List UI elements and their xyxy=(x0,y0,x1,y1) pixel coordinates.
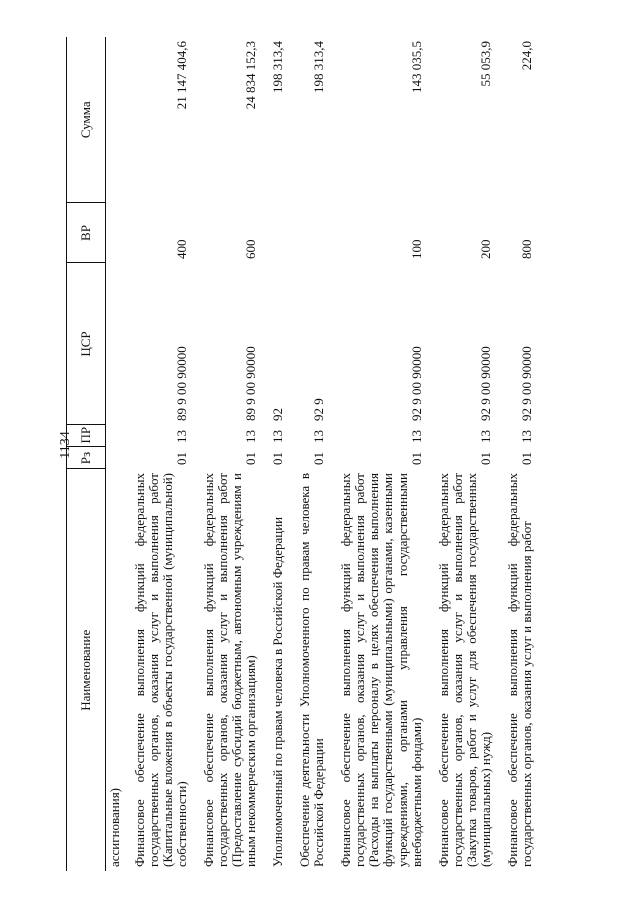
row-vr: 100 xyxy=(408,239,424,259)
row-rz: 01 xyxy=(243,452,259,465)
row-rz: 01 xyxy=(311,452,327,465)
row-rz: 01 xyxy=(174,452,190,465)
row-name: Финансовое обеспечение выполнения функций федеральных государственных органов, оказания услуг и выполнения работ (Закупка товаров, работ и услуг для обеспечения государственных (муниципальных) нужд) xyxy=(435,473,493,867)
row-name: Финансовое обеспечение выполнения функций федеральных государственных органов, оказания услуг и выполнения работ xyxy=(504,473,534,867)
row-name: Финансовое обеспечение выполнения функций федеральных государственных органов, оказания услуг и выполнения работ (Предоставление субсидий бюджетным, автономным учреждениям и иным некоммерческим организациям) xyxy=(201,473,259,867)
row-csr: 92 9 00 90000 xyxy=(518,346,534,421)
row-vr: 600 xyxy=(243,239,259,259)
row-pr: 13 xyxy=(477,430,493,443)
table-row xyxy=(197,37,266,871)
row-rz: 01 xyxy=(408,452,424,465)
row-sum: 24 834 152,3 xyxy=(243,41,259,110)
row-csr: 89 9 00 90000 xyxy=(243,346,259,421)
row-pr: 13 xyxy=(311,430,327,443)
row-name: Финансовое обеспечение выполнения функций федеральных государственных органов, оказания услуг и выполнения работ (Расходы на выплаты персоналу в целях обеспечения выполнения функций государственными (муниципальными) органами, казенными учреждениями, органами управления государственными внебюджетными фондами) xyxy=(338,473,424,867)
row-sum: 198 313,4 xyxy=(270,41,286,93)
row-csr: 92 9 xyxy=(311,398,327,421)
row-rz: 01 xyxy=(518,452,534,465)
row-name: Обеспечение деятельности Уполномоченного по правам человека в Российской Федерации xyxy=(297,473,327,867)
table-row xyxy=(432,37,501,871)
row-rz: 01 xyxy=(270,452,286,465)
row-sum: 21 147 404,6 xyxy=(174,41,190,110)
budget-table xyxy=(66,37,542,871)
row-pr: 13 xyxy=(270,430,286,443)
row-csr: 92 xyxy=(270,408,286,421)
table-row xyxy=(293,37,334,871)
row-sum: 224,0 xyxy=(518,41,534,71)
table-row xyxy=(266,37,293,871)
row-pr: 13 xyxy=(243,430,259,443)
header-sum: Сумма xyxy=(67,37,106,203)
row-vr xyxy=(293,203,334,263)
header-vr: ВР xyxy=(67,203,106,263)
row-pr: 13 xyxy=(174,430,190,443)
header-pr: ПР xyxy=(67,425,106,447)
table-row xyxy=(334,37,431,871)
row-pr: 13 xyxy=(408,430,424,443)
continuation-row xyxy=(106,37,129,871)
row-csr: 89 9 00 90000 xyxy=(174,346,190,421)
row-sum: 55 053,9 xyxy=(477,41,493,87)
table-row xyxy=(128,37,197,871)
row-vr: 200 xyxy=(477,239,493,259)
row-vr xyxy=(266,203,293,263)
header-name: Наименование xyxy=(67,469,106,871)
row-sum: 198 313,4 xyxy=(311,41,327,93)
row-pr: 13 xyxy=(518,430,534,443)
row-name: Финансовое обеспечение выполнения функций федеральных государственных органов, оказания услуг и выполнения работ (Капитальные вложения в объекты государственной (муниципальной) собственности) xyxy=(132,473,190,867)
header-csr: ЦСР xyxy=(67,263,106,425)
row-name: Уполномоченный по правам человека в Российской Федерации xyxy=(270,516,286,867)
table-row xyxy=(501,37,542,871)
row-vr: 400 xyxy=(174,239,190,259)
row-rz: 01 xyxy=(477,452,493,465)
page-number: 1134 xyxy=(58,431,73,459)
table-header-row xyxy=(67,37,106,871)
header-rz: Рз xyxy=(67,447,106,469)
row-vr: 800 xyxy=(518,239,534,259)
row-csr: 92 9 00 90000 xyxy=(477,346,493,421)
continuation-text: ассигнования) xyxy=(107,787,122,867)
row-sum: 143 035,5 xyxy=(408,41,424,93)
row-csr: 92 9 00 90000 xyxy=(408,346,424,421)
